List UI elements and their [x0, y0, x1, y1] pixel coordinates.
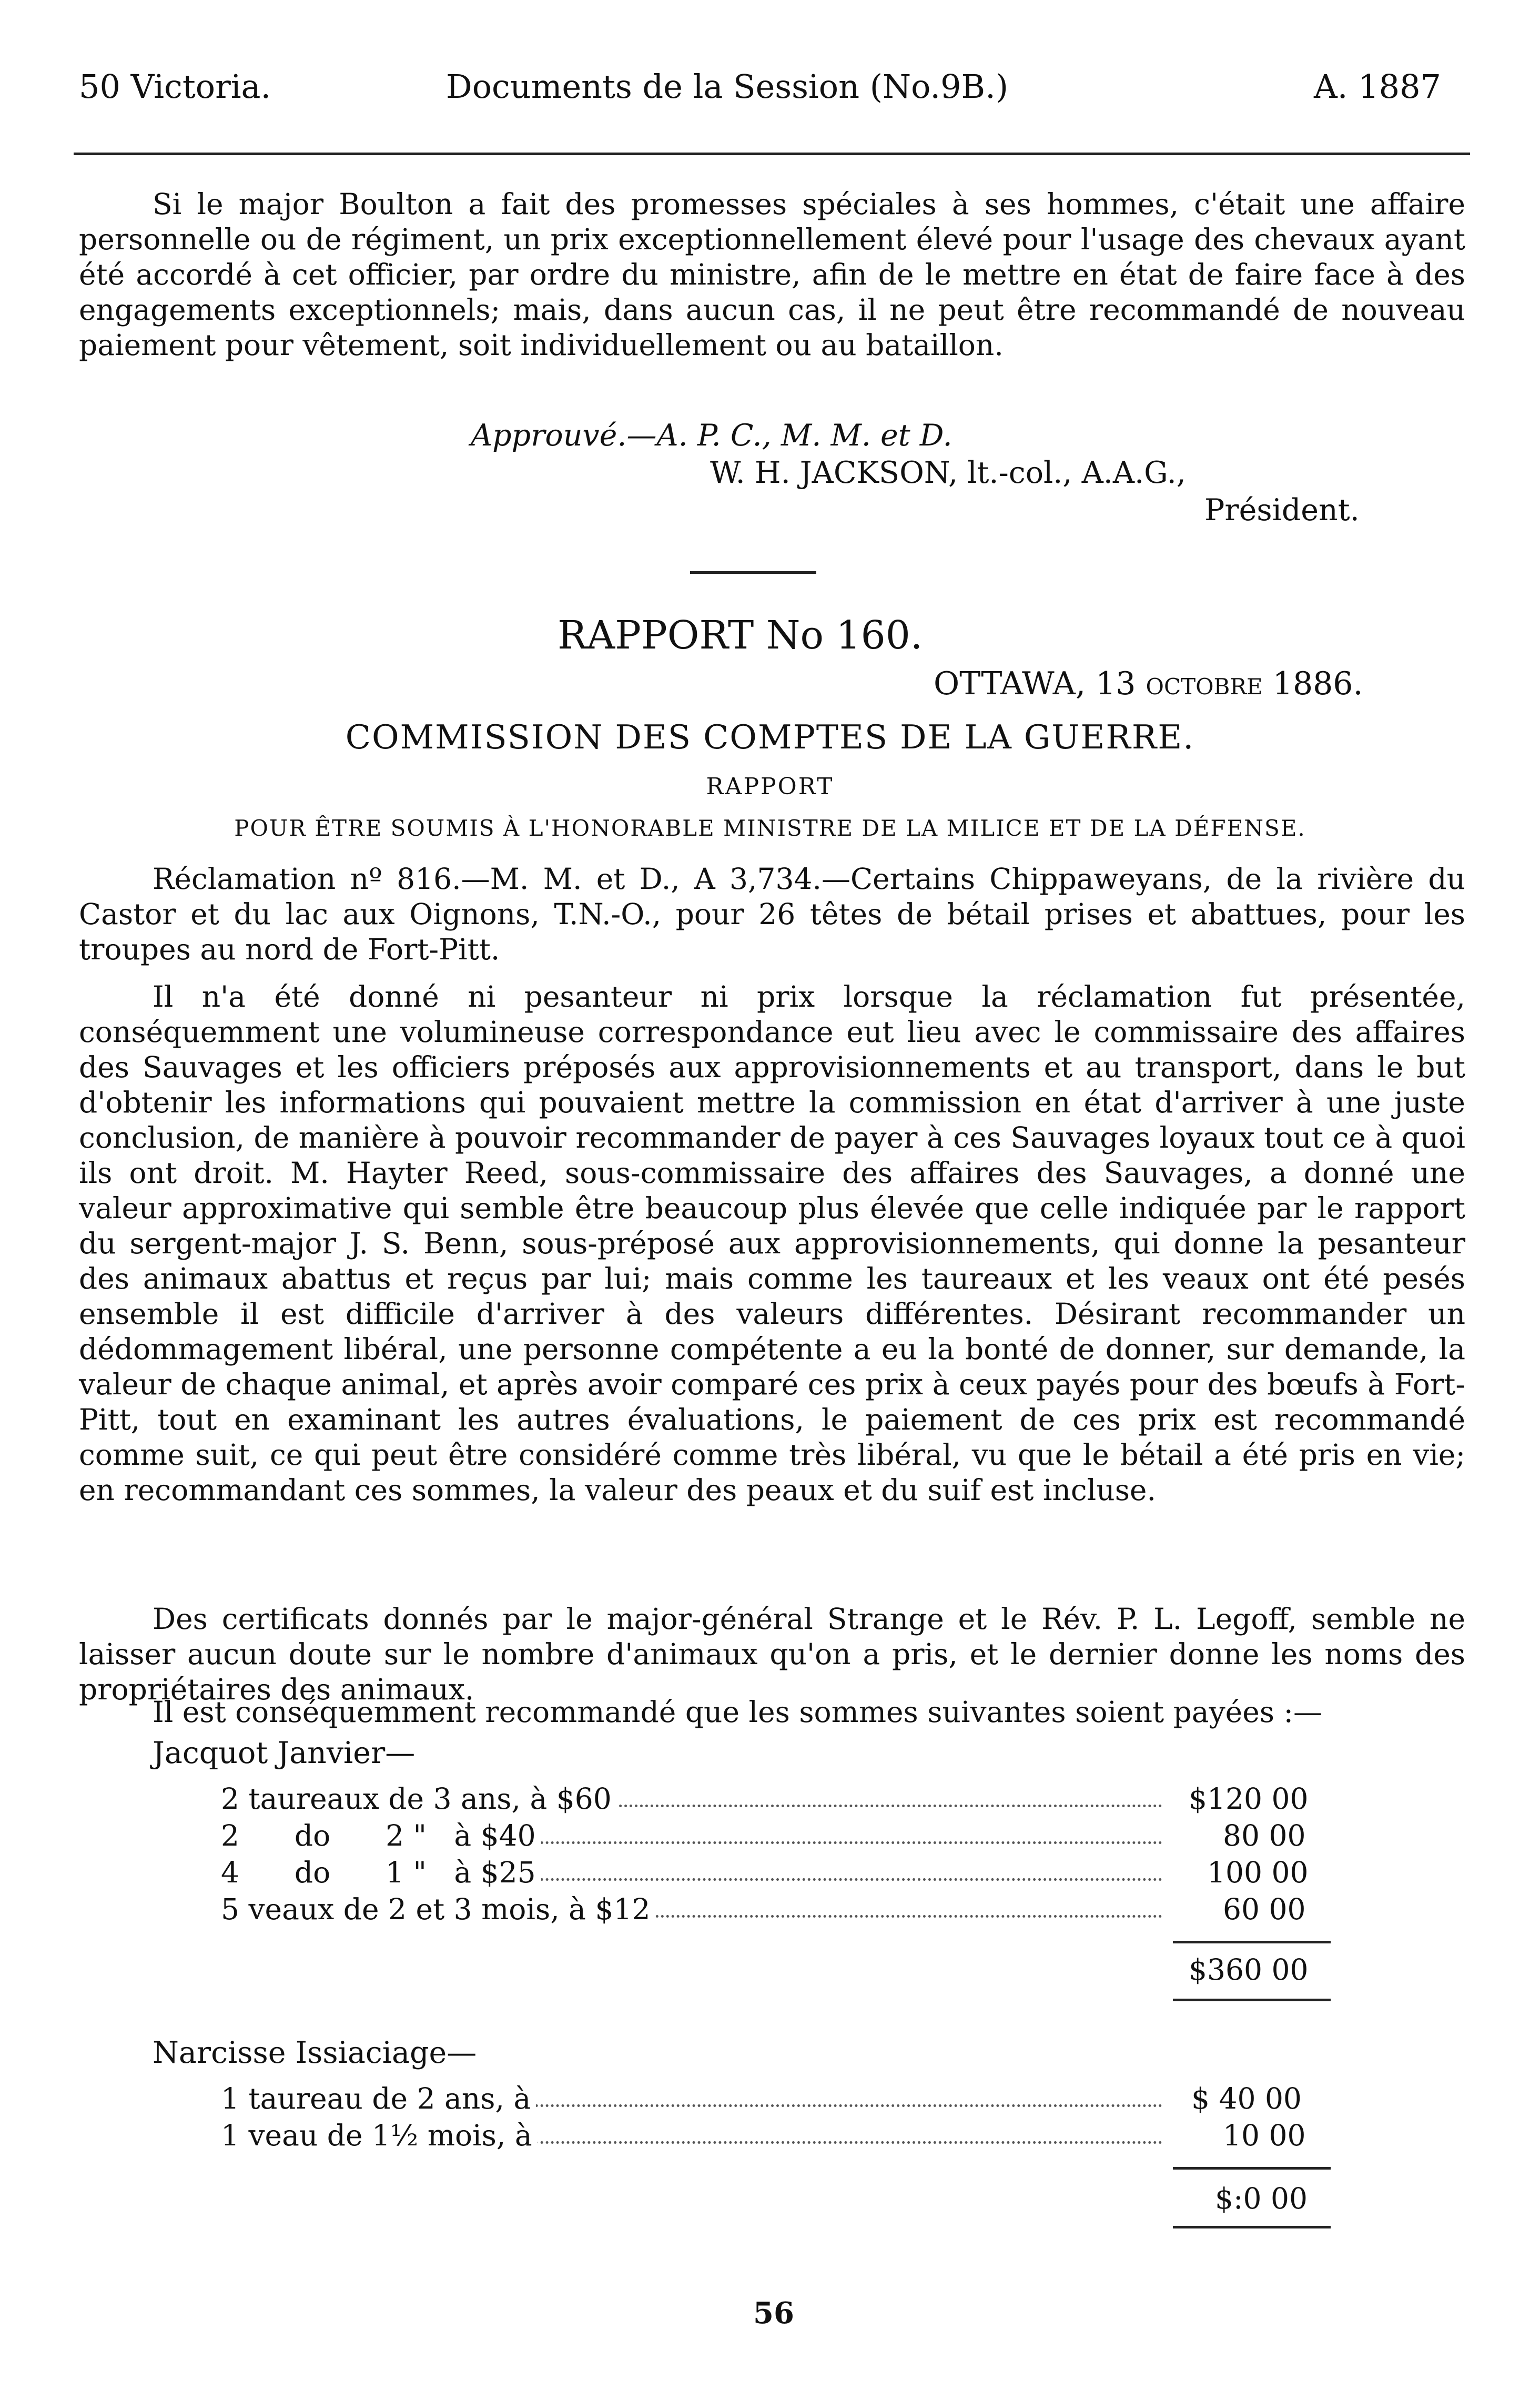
- line-item-amount: $ 40 00: [1191, 2082, 1302, 2115]
- account-name: Jacquot Janvier—: [153, 1736, 416, 1770]
- line-item-description: 1 taureau de 2 ans, à: [221, 2080, 536, 2117]
- section-divider: [690, 571, 816, 574]
- body-paragraph-1: Il n'a été donné ni pesanteur ni prix lorsque la réclamation fut présentée, conséquemment une volumineuse correspondance eut lieu avec le commissaire des affaires des Sauvages et les officiers préposés aux approvisionnements et au transport, dans le but d'obtenir les informations qui pouvaient mettre la commission en état d'arriver à une juste conclusion, de manière à pouvoir recommander de payer à ces Sauvages loyaux tout ce à quoi ils ont droit. M. Hayter Reed, sous-commissaire des affaires des Sauvages, a donné une valeur approximative qui semble être beaucoup plus élevée que celle indiquée par le rapport du sergent-major J. S. Benn, sous-préposé aux approvisionnements, qui donne la pesanteur des animaux abattus et reçus par lui; mais comme les taureaux et les veaux ont été pesés ensemble il est difficile d'arriver à des valeurs différentes. Désirant recommander un dédommagement libéral, une personne compétente a eu la bonté de donner, sur demande, la valeur de chaque animal, et après avoir comparé ces prix à ceux payés pour des bœufs à Fort-Pitt, tout en examinant les autres évaluations, le paiement de ces prix est recommandé comme suit, ce qui peut être considéré comme très libéral, vu que le bétail a été pris en vie; en recommandant ces sommes, la valeur des peaux et du suif est incluse.: [79, 980, 1465, 1507]
- body-paragraph-2: Des certificats donnés par le major-général Strange et le Rév. P. L. Legoff, semble ne laisser aucun doute sur le nombre d'animaux qu'on a pris, et le dernier donne les noms des propriétaires des animaux.: [79, 1602, 1465, 1706]
- signer-title: Président.: [1204, 493, 1360, 528]
- account-total: $:0 00: [1215, 2182, 1308, 2215]
- account-line-item: [221, 2080, 1162, 2117]
- header-left: 50 Victoria.: [79, 67, 271, 106]
- line-item-amount: $120 00: [1189, 1782, 1309, 1816]
- account-line-item: [221, 1817, 1162, 1854]
- line-item-description: 2 do 2 " à $40: [221, 1817, 541, 1854]
- sum-rule: [1173, 2167, 1331, 2170]
- signer: W. H. JACKSON, lt.-col., A.A.G.,: [710, 455, 1186, 490]
- line-item-description: 1 veau de 1½ mois, à: [221, 2117, 538, 2154]
- account-name: Narcisse Issiaciage—: [153, 2035, 477, 2070]
- header-center: Documents de la Session (No.9B.): [446, 67, 1009, 106]
- report-title: RAPPORT No 160.: [558, 613, 923, 658]
- body-paragraph-3: Il est conséquemment recommandé que les sommes suivantes soient payées :—: [153, 1695, 1323, 1729]
- line-item-amount: 60 00: [1223, 1892, 1306, 1926]
- account-line-item: [221, 1780, 1162, 1817]
- account-total: $360 00: [1189, 1953, 1309, 1987]
- total-rule: [1173, 2226, 1331, 2228]
- line-item-description: 5 veaux de 2 et 3 mois, à $12: [221, 1891, 655, 1928]
- submission-line: POUR ÊTRE SOUMIS À L'HONORABLE MINISTRE DE LA MILICE ET DE LA DÉFENSE.: [234, 815, 1306, 841]
- line-item-amount: 10 00: [1223, 2119, 1306, 2152]
- account-line-item: [221, 1854, 1162, 1891]
- line-item-description: 2 taureaux de 3 ans, à $60: [221, 1780, 617, 1817]
- sum-rule: [1173, 1941, 1331, 1943]
- header-right: A. 1887: [1314, 67, 1441, 106]
- total-rule: [1173, 1999, 1331, 2001]
- line-item-amount: 80 00: [1223, 1819, 1306, 1852]
- page-number: 56: [753, 2296, 794, 2331]
- commission-title: COMMISSION DES COMPTES DE LA GUERRE.: [345, 718, 1195, 756]
- report-subtitle: RAPPORT: [706, 773, 834, 800]
- report-place-date: OTTAWA, 13 octobre 1886.: [934, 665, 1363, 702]
- approval-line: Approuvé.—A. P. C., M. M. et D.: [471, 418, 953, 453]
- intro-paragraph: Si le major Boulton a fait des promesses spéciales à ses hommes, c'était une affaire personnelle ou de régiment, un prix exceptionnellement élevé pour l'usage des chevaux ayant été accordé à cet officier, par ordre du ministre, afin de le mettre en état de faire face à des engagements exceptionnels; mais, dans aucun cas, il ne peut être recommandé de nouveau paiement pour vêtement, soit individuellement ou au bataillon.: [79, 187, 1465, 362]
- account-line-item: [221, 1891, 1162, 1928]
- account-line-item: [221, 2117, 1162, 2154]
- line-item-description: 4 do 1 " à $25: [221, 1854, 541, 1891]
- header-rule: [74, 153, 1470, 155]
- claim-paragraph: Réclamation nº 816.—M. M. et D., A 3,734.—Certains Chippaweyans, de la rivière du Castor et du lac aux Oignons, T.N.-O., pour 26 têtes de bétail prises et abattues, pour les troupes au nord de Fort-Pitt.: [79, 862, 1465, 966]
- line-item-amount: 100 00: [1207, 1856, 1309, 1889]
